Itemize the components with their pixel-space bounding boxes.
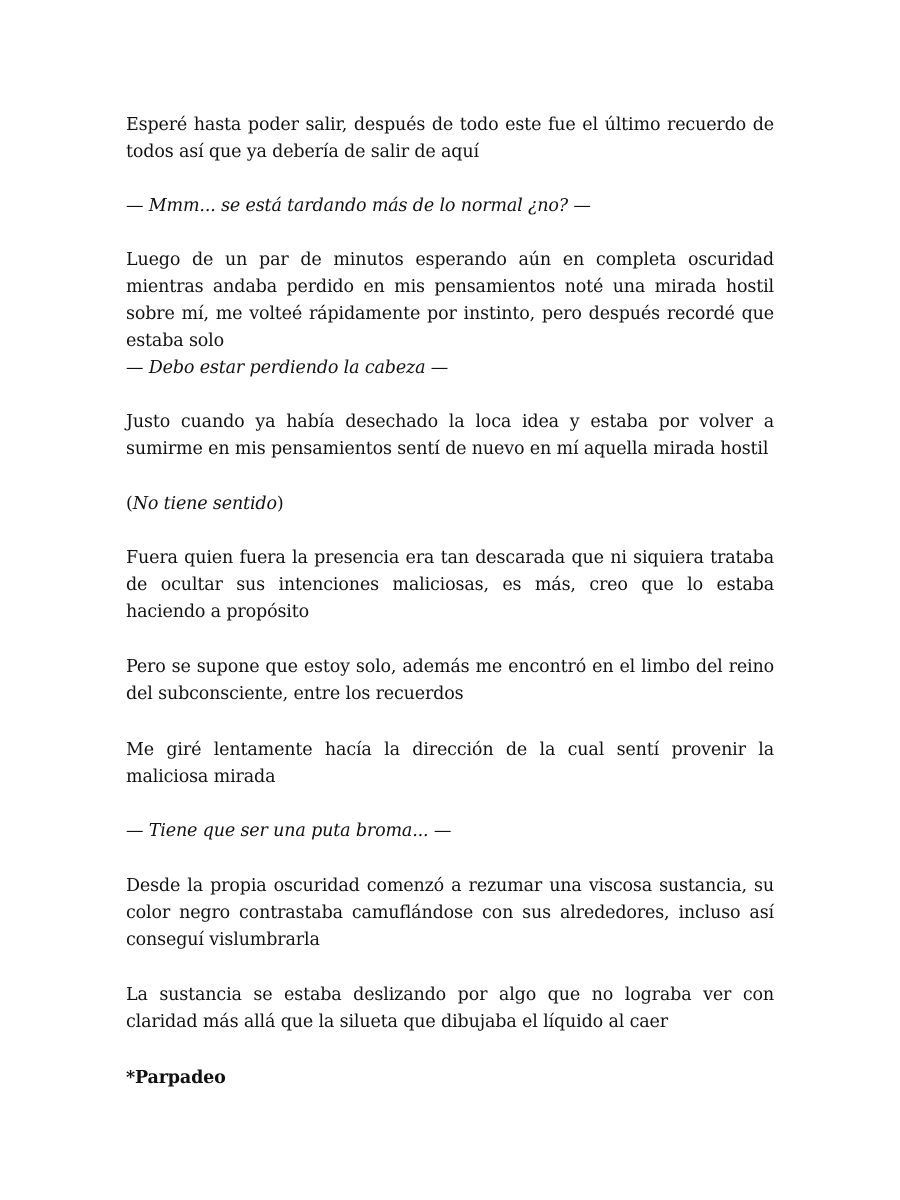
dialogue-1: — Mmm... se está tardando más de lo normal ¿no? — (126, 196, 591, 216)
thought-text: No tiene sentido (132, 494, 277, 514)
paragraph-6: Me giré lentamente hacía la dirección de la cual sentí provenir la maliciosa mirada (126, 740, 774, 787)
paragraph-5: Pero se supone que estoy solo, además me encontró en el limbo del reino del subconsciente, entre los recuerdos (126, 657, 774, 704)
scene-marker: *Parpadeo (126, 1068, 226, 1088)
paragraph-1: Esperé hasta poder salir, después de todo este fue el último recuerdo de todos así que ya debería de salir de aquí (126, 115, 774, 162)
paragraph-8: La sustancia se estaba deslizando por algo que no lograba ver con claridad más allá que la silueta que dibujaba el líquido al caer (126, 985, 774, 1032)
paragraph-2: Luego de un par de minutos esperando aún en completa oscuridad mientras andaba perdido en mis pensamientos noté una mirada hostil sobre mí, me volteé rápidamente por instinto, pero después recordé que estaba solo (126, 250, 774, 351)
paragraph-7: Desde la propia oscuridad comenzó a rezumar una viscosa sustancia, su color negro contrastaba camuflándose con sus alrededores, incluso así conseguí vislumbrarla (126, 876, 774, 950)
paragraph-4: Fuera quien fuera la presencia era tan descarada que ni siquiera trataba de ocultar sus intenciones maliciosas, es más, creo que lo estaba haciendo a propósito (126, 548, 774, 622)
paragraph-3: Justo cuando ya había desechado la loca idea y estaba por volver a sumirme en mis pensamientos sentí de nuevo en mí aquella mirada hostil (126, 412, 774, 459)
dialogue-2: — Debo estar perdiendo la cabeza — (126, 358, 449, 378)
thought-1 (126, 491, 774, 518)
thought-close-paren: ) (276, 494, 284, 514)
thought-open-paren: ( (126, 494, 133, 514)
dialogue-3: — Tiene que ser una puta broma... — (126, 821, 452, 841)
